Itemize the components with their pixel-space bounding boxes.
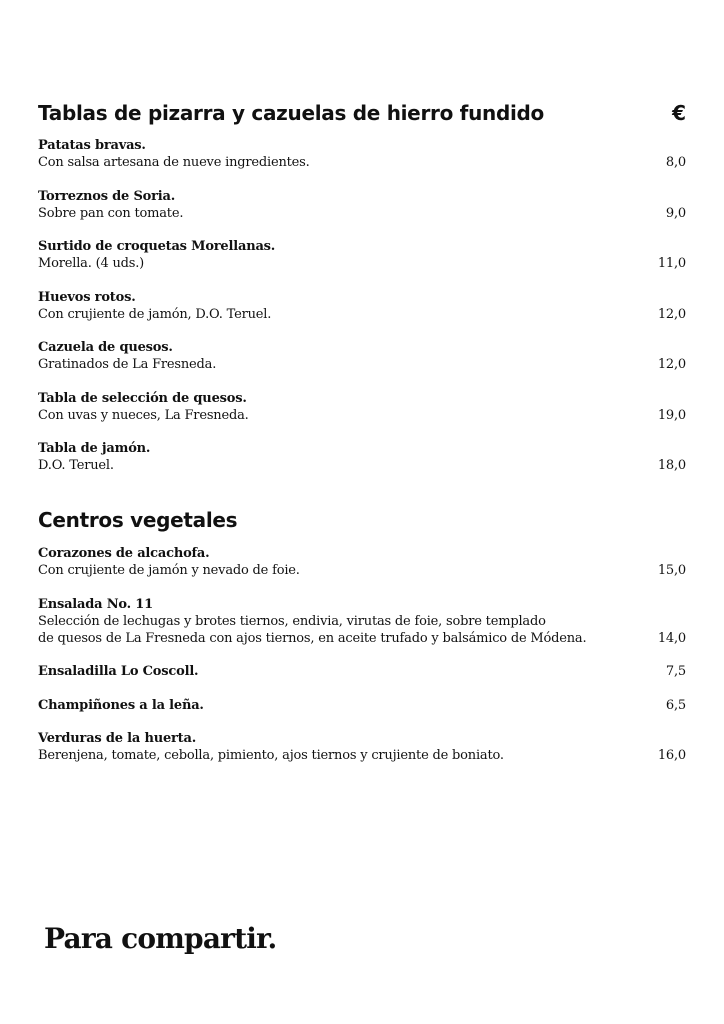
item-name: Patatas bravas.: [38, 138, 146, 153]
menu-item: [38, 390, 686, 424]
item-description-line: Con crujiente de jamón, D.O. Teruel.: [38, 306, 272, 322]
menu-item: [38, 188, 686, 222]
currency-symbol: €: [672, 101, 686, 125]
section-header: [38, 100, 686, 130]
item-price: 9,0: [665, 205, 686, 221]
item-name: Champiñones a la leña.: [38, 697, 204, 713]
item-price: 6,5: [665, 697, 686, 713]
item-description: [38, 154, 686, 171]
menu-item: [38, 663, 686, 680]
item-description-line: Gratinados de La Fresneda.: [38, 357, 217, 372]
section-tablas: [38, 100, 686, 474]
item-description-line: Con crujiente de jamón y nevado de foie.: [38, 563, 300, 578]
item-description: [38, 205, 686, 222]
item-name: Corazones de alcachofa.: [38, 546, 210, 561]
item-description-line: D.O. Teruel.: [38, 458, 114, 473]
item-description: [38, 306, 686, 323]
menu-item: [38, 137, 686, 171]
section-title: Tablas de pizarra y cazuelas de hierro fundido: [38, 101, 544, 125]
item-description-line: Con salsa artesana de nueve ingredientes.: [38, 155, 310, 170]
item-name: Tabla de jamón.: [38, 441, 151, 456]
menu-item: [38, 440, 686, 474]
item-name: Ensaladilla Lo Coscoll.: [38, 664, 199, 679]
item-description-line: Con uvas y nueces, La Fresneda.: [38, 407, 249, 423]
item-description: [38, 255, 686, 272]
page-title: Para compartir.: [44, 922, 277, 955]
menu-item: [38, 238, 686, 272]
item-description: [38, 457, 686, 474]
item-price: 14,0: [657, 630, 686, 646]
item-price: 11,0: [657, 256, 686, 271]
item-description-line: de quesos de La Fresneda con ajos tiernos, en aceite trufado y balsámico de Módena.: [38, 630, 587, 646]
menu-item: [38, 730, 686, 764]
section-title: Centros vegetales: [38, 508, 238, 532]
item-name: Ensalada No. 11: [38, 596, 153, 612]
item-name: Surtido de croquetas Morellanas.: [38, 239, 276, 254]
menu-item: [38, 596, 686, 647]
item-description: [38, 562, 686, 579]
menu-item: [38, 697, 686, 714]
item-description-line: Morella. (4 uds.): [38, 256, 145, 271]
item-name: Tabla de selección de quesos.: [38, 390, 247, 406]
item-list: [38, 545, 686, 764]
item-price: 12,0: [657, 306, 686, 322]
menu-item: [38, 545, 686, 579]
item-name: Huevos rotos.: [38, 289, 136, 305]
item-price: 16,0: [657, 748, 686, 763]
menu-item: [38, 339, 686, 373]
item-name: Torreznos de Soria.: [38, 188, 176, 204]
item-description: [38, 407, 686, 424]
item-price: 15,0: [657, 563, 686, 578]
item-price: 7,5: [665, 664, 686, 679]
item-price: 18,0: [657, 458, 686, 473]
item-price: 8,0: [665, 155, 686, 170]
item-price: 19,0: [657, 407, 686, 423]
item-description-line: Berenjena, tomate, cebolla, pimiento, ajos tiernos y crujiente de boniato.: [38, 748, 504, 763]
item-description: [38, 356, 686, 373]
section-centros-vegetales: [38, 507, 686, 764]
item-list: [38, 137, 686, 474]
item-price: 12,0: [657, 357, 686, 372]
item-description-line: Selección de lechugas y brotes tiernos, endivia, virutas de foie, sobre templado: [38, 613, 546, 629]
item-name: Cazuela de quesos.: [38, 340, 173, 355]
item-name: Verduras de la huerta.: [38, 731, 197, 746]
item-description: [38, 613, 686, 647]
menu-item: [38, 289, 686, 323]
item-description: [38, 747, 686, 764]
item-description-line: Sobre pan con tomate.: [38, 205, 184, 221]
section-header: [38, 507, 686, 537]
